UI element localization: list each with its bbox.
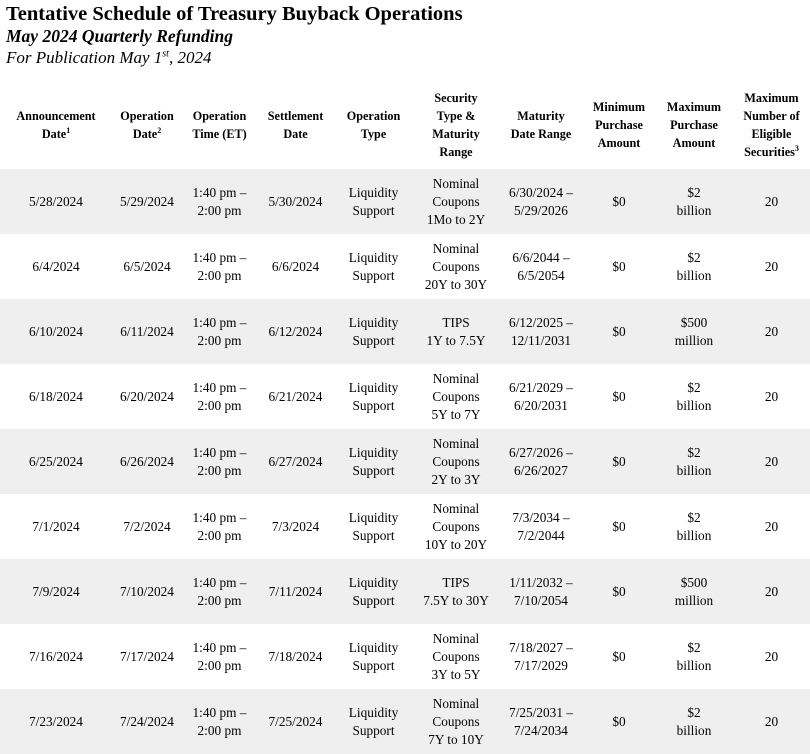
maximum-purchase-header — [655, 81, 733, 169]
maturity-date-range-cell: 7/18/2027 – 7/17/2029 — [509, 639, 573, 673]
max-eligible-securities-cell: 20 — [764, 648, 779, 664]
operation-type-cell: Liquidity Support — [348, 704, 399, 738]
settlement-date-cell: 6/6/2024 — [271, 258, 320, 274]
settlement-date-cell: 7/18/2024 — [268, 648, 323, 664]
minimum-purchase-cell: $0 — [612, 323, 626, 339]
max-eligible-securities-header — [733, 81, 810, 169]
publication-date-prefix: For Publication May 1 — [6, 48, 163, 67]
column-header-label: Operation Time (ET) — [192, 109, 247, 141]
settlement-date-cell: 7/3/2024 — [271, 518, 320, 534]
table-row — [0, 689, 810, 754]
table-body — [0, 169, 810, 754]
operation-time-cell: 1:40 pm – 2:00 pm — [192, 184, 247, 218]
page-subtitle: May 2024 Quarterly Refunding — [6, 26, 234, 46]
footnote-marker: 1 — [66, 125, 71, 135]
column-header-label: Maximum Number of Eligible Securities — [743, 91, 800, 159]
footnote-marker: 2 — [157, 125, 162, 135]
column-header-label: Security Type & Maturity Range — [432, 91, 480, 159]
operation-date-cell: 6/26/2024 — [120, 453, 174, 469]
announcement-date-cell: 6/18/2024 — [29, 388, 83, 404]
operation-time-cell: 1:40 pm – 2:00 pm — [192, 704, 247, 738]
max-eligible-securities-cell: 20 — [764, 193, 779, 209]
operation-date-cell: 6/11/2024 — [120, 323, 174, 339]
maximum-purchase-cell: $2 billion — [676, 639, 712, 673]
maturity-date-range-cell: 6/12/2025 – 12/11/2031 — [509, 314, 573, 348]
operation-type-cell: Liquidity Support — [348, 314, 399, 348]
operation-type-cell: Liquidity Support — [348, 574, 399, 608]
announcement-date-cell: 7/1/2024 — [32, 518, 80, 534]
security-type-header — [413, 81, 499, 169]
column-header-label: Operation Type — [346, 109, 401, 141]
max-eligible-securities-cell: 20 — [764, 388, 779, 404]
security-type-cell: Nominal Coupons 20Y to 30Y — [424, 240, 488, 292]
maximum-purchase-cell: $2 billion — [676, 509, 712, 543]
security-type-cell: Nominal Coupons 2Y to 3Y — [431, 435, 481, 487]
announcement-date-cell: 7/23/2024 — [29, 713, 83, 729]
settlement-date-cell: 6/12/2024 — [268, 323, 323, 339]
maximum-purchase-cell: $2 billion — [676, 444, 712, 478]
operation-time-cell: 1:40 pm – 2:00 pm — [192, 379, 247, 413]
settlement-date-cell: 5/30/2024 — [268, 193, 323, 209]
minimum-purchase-cell: $0 — [612, 453, 626, 469]
page-title: Tentative Schedule of Treasury Buyback Operations — [6, 3, 463, 25]
operation-type-cell: Liquidity Support — [348, 379, 399, 413]
operation-time-cell: 1:40 pm – 2:00 pm — [192, 314, 247, 348]
maturity-date-range-cell: 7/3/2034 – 7/2/2044 — [512, 509, 570, 543]
settlement-date-header — [257, 81, 334, 169]
footnote-marker: 3 — [794, 143, 799, 153]
minimum-purchase-cell: $0 — [612, 388, 626, 404]
operation-time-cell: 1:40 pm – 2:00 pm — [192, 509, 247, 543]
max-eligible-securities-cell: 20 — [764, 713, 779, 729]
minimum-purchase-cell: $0 — [612, 193, 626, 209]
publication-date-ordinal: st — [162, 48, 169, 60]
announcement-date-cell: 6/4/2024 — [32, 258, 80, 274]
minimum-purchase-cell: $0 — [612, 648, 626, 664]
max-eligible-securities-cell: 20 — [764, 323, 779, 339]
table-row — [0, 559, 810, 624]
operation-date-cell: 6/5/2024 — [123, 258, 171, 274]
operation-type-cell: Liquidity Support — [348, 444, 399, 478]
operation-date-cell: 6/20/2024 — [120, 388, 174, 404]
buyback-schedule-table — [0, 81, 810, 754]
maturity-date-range-cell: 6/30/2024 – 5/29/2026 — [509, 184, 573, 218]
table-row — [0, 169, 810, 234]
maximum-purchase-cell: $500 million — [674, 574, 714, 608]
header-row — [0, 81, 810, 169]
table-row — [0, 494, 810, 559]
settlement-date-cell: 6/21/2024 — [268, 388, 323, 404]
max-eligible-securities-cell: 20 — [764, 258, 779, 274]
operation-time-cell: 1:40 pm – 2:00 pm — [192, 444, 247, 478]
column-header-label: Settlement Date — [267, 109, 324, 141]
table-row — [0, 624, 810, 689]
publication-date — [6, 48, 211, 68]
column-header-label: Minimum Purchase Amount — [592, 100, 646, 150]
column-header-label: Maximum Purchase Amount — [666, 100, 722, 150]
security-type-cell: Nominal Coupons 5Y to 7Y — [431, 370, 481, 422]
maximum-purchase-cell: $2 billion — [676, 249, 712, 283]
announcement-date-cell: 6/10/2024 — [29, 323, 83, 339]
security-type-cell: TIPS 1Y to 7.5Y — [426, 314, 486, 348]
table-row — [0, 299, 810, 364]
operation-type-cell: Liquidity Support — [348, 509, 399, 543]
operation-date-header — [112, 81, 182, 169]
operation-type-cell: Liquidity Support — [348, 249, 399, 283]
operation-date-cell: 5/29/2024 — [120, 193, 174, 209]
operation-date-cell: 7/24/2024 — [120, 713, 174, 729]
maximum-purchase-cell: $500 million — [674, 314, 714, 348]
security-type-cell: Nominal Coupons 1Mo to 2Y — [426, 175, 486, 227]
column-header-label: Maturity Date Range — [510, 109, 572, 141]
minimum-purchase-cell: $0 — [612, 518, 626, 534]
announcement-date-cell: 5/28/2024 — [29, 193, 83, 209]
announcement-date-cell: 6/25/2024 — [29, 453, 83, 469]
operation-date-cell: 7/10/2024 — [120, 583, 174, 599]
announcement-date-header — [0, 81, 112, 169]
maturity-date-range-header — [499, 81, 583, 169]
column-header-label: Announcement Date — [16, 109, 96, 141]
operation-time-cell: 1:40 pm – 2:00 pm — [192, 249, 247, 283]
operation-date-cell: 7/17/2024 — [120, 648, 174, 664]
minimum-purchase-cell: $0 — [612, 713, 626, 729]
settlement-date-cell: 7/25/2024 — [268, 713, 323, 729]
maturity-date-range-cell: 6/21/2029 – 6/20/2031 — [509, 379, 573, 413]
announcement-date-cell: 7/16/2024 — [29, 648, 83, 664]
operation-date-cell: 7/2/2024 — [123, 518, 171, 534]
maturity-date-range-cell: 1/11/2032 – 7/10/2054 — [509, 574, 573, 608]
publication-date-suffix: , 2024 — [168, 48, 212, 67]
settlement-date-cell: 7/11/2024 — [268, 583, 323, 599]
security-type-cell: Nominal Coupons 10Y to 20Y — [424, 500, 488, 552]
maximum-purchase-cell: $2 billion — [676, 379, 712, 413]
security-type-cell: Nominal Coupons 3Y to 5Y — [431, 630, 481, 682]
max-eligible-securities-cell: 20 — [764, 518, 779, 534]
table-row — [0, 234, 810, 299]
operation-time-header — [182, 81, 257, 169]
maximum-purchase-cell: $2 billion — [676, 184, 712, 218]
table-header — [0, 81, 810, 169]
operation-time-cell: 1:40 pm – 2:00 pm — [192, 574, 247, 608]
operation-time-cell: 1:40 pm – 2:00 pm — [192, 639, 247, 673]
security-type-cell: TIPS 7.5Y to 30Y — [423, 574, 489, 608]
minimum-purchase-header — [583, 81, 655, 169]
maturity-date-range-cell: 6/6/2044 – 6/5/2054 — [512, 249, 570, 283]
table-row — [0, 364, 810, 429]
announcement-date-cell: 7/9/2024 — [32, 583, 80, 599]
column-header-label: Operation Date — [120, 109, 174, 141]
max-eligible-securities-cell: 20 — [764, 583, 779, 599]
settlement-date-cell: 6/27/2024 — [268, 453, 323, 469]
minimum-purchase-cell: $0 — [612, 258, 626, 274]
minimum-purchase-cell: $0 — [612, 583, 626, 599]
operation-type-header — [334, 81, 413, 169]
security-type-cell: Nominal Coupons 7Y to 10Y — [428, 695, 484, 747]
max-eligible-securities-cell: 20 — [764, 453, 779, 469]
maturity-date-range-cell: 7/25/2031 – 7/24/2034 — [509, 704, 573, 738]
operation-type-cell: Liquidity Support — [348, 184, 399, 218]
maturity-date-range-cell: 6/27/2026 – 6/26/2027 — [509, 444, 573, 478]
operation-type-cell: Liquidity Support — [348, 639, 399, 673]
table-row — [0, 429, 810, 494]
maximum-purchase-cell: $2 billion — [676, 704, 712, 738]
